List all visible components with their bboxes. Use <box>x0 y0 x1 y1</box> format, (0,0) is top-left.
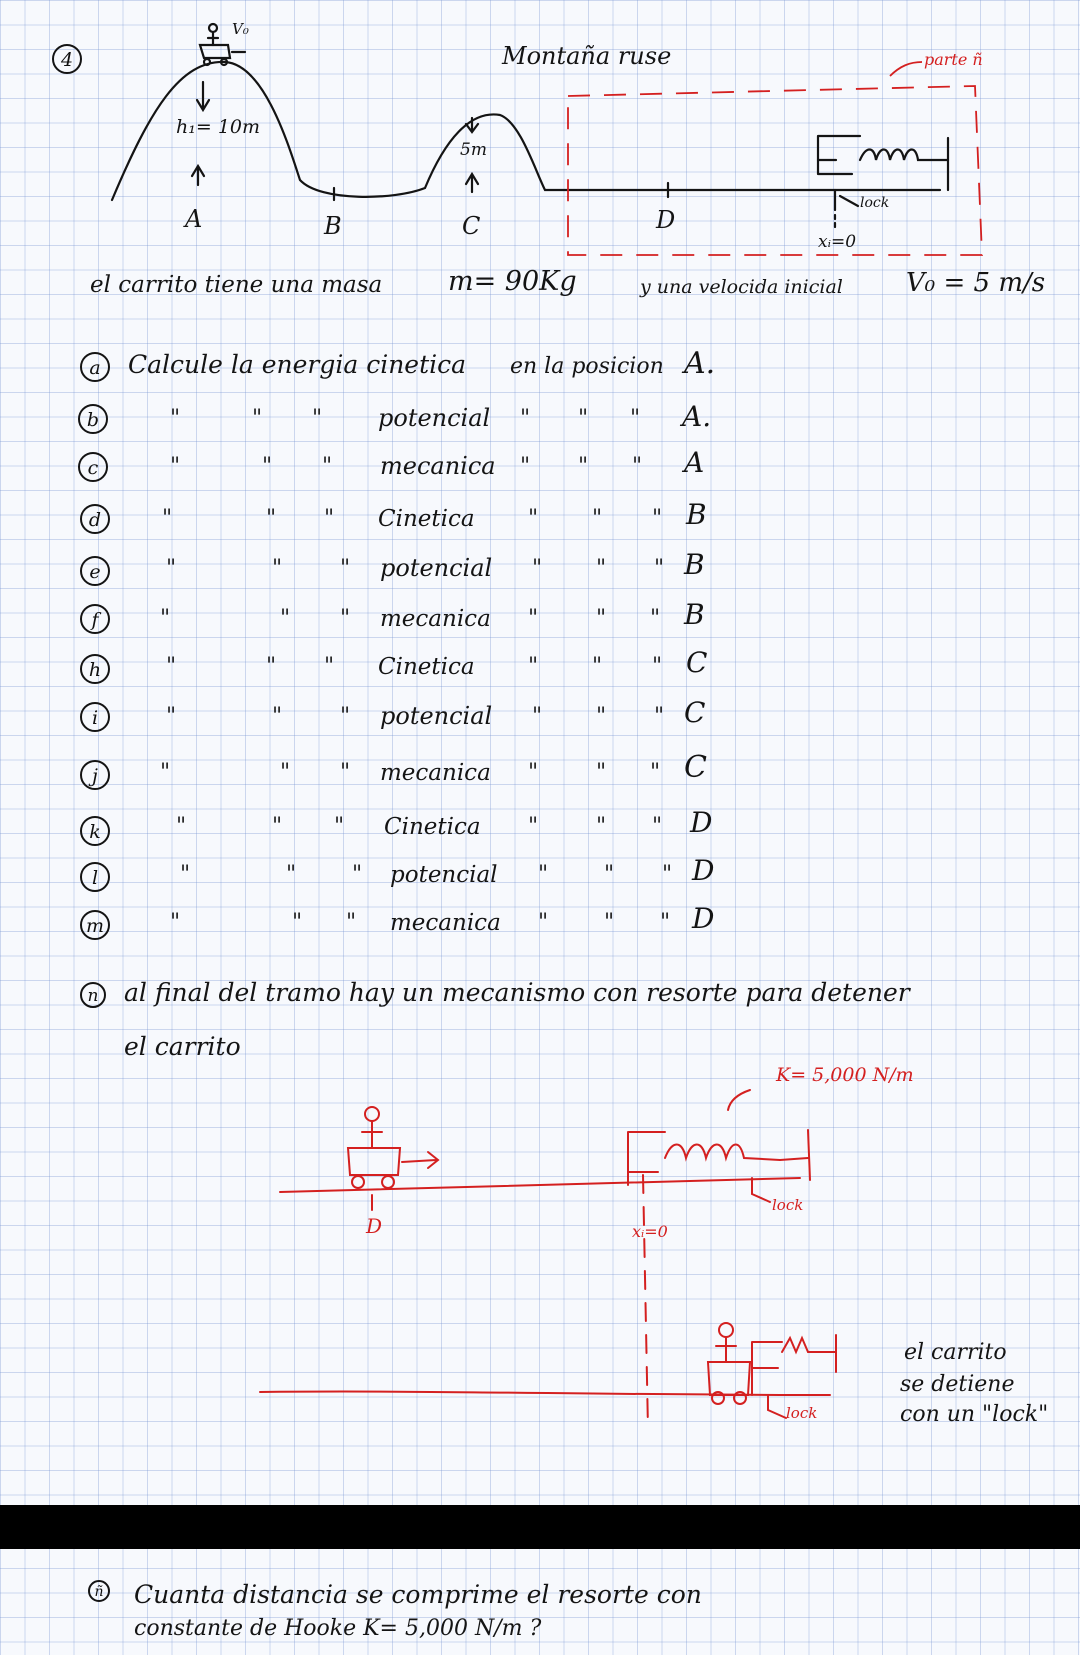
ditto-mark: " <box>596 704 607 729</box>
ditto-mark: " <box>592 654 603 679</box>
question-a-text: Calcule la energia cinetica <box>128 350 467 379</box>
ditto-mark: " <box>170 454 181 479</box>
question-b-position: A. <box>682 400 712 433</box>
ditto-mark: " <box>528 606 539 631</box>
question-letter-d: d <box>80 504 110 534</box>
question-b-text: potencial <box>378 404 491 432</box>
ditto-mark: " <box>654 556 665 581</box>
ditto-mark: " <box>160 606 171 631</box>
question-c-text: mecanica <box>380 452 496 480</box>
note-line-3: con un "lock" <box>900 1402 1049 1427</box>
question-h-text: Cinetica <box>378 654 475 680</box>
ditto-mark: " <box>324 506 335 531</box>
question-d-text: Cinetica <box>378 506 475 532</box>
ditto-mark: " <box>520 454 531 479</box>
height-a-label: h₁= 10m <box>176 116 261 138</box>
question-letter-f: f <box>80 604 110 634</box>
ditto-mark: " <box>650 606 661 631</box>
ditto-mark: " <box>160 760 171 785</box>
ditto-mark: " <box>596 606 607 631</box>
part-n-line2: el carrito <box>124 1032 241 1061</box>
ditto-mark: " <box>632 454 643 479</box>
ditto-mark: " <box>538 862 549 887</box>
question-letter-j: j <box>80 760 110 790</box>
mass-value: m= 90Kg <box>448 266 577 297</box>
question-letter-m: m <box>80 910 110 940</box>
question-e-text: potencial <box>380 554 493 582</box>
question-letter-b: b <box>78 404 108 434</box>
ditto-mark: " <box>166 556 177 581</box>
ditto-mark: " <box>166 654 177 679</box>
question-m-text: mecanica <box>390 910 501 936</box>
ditto-mark: " <box>334 814 345 839</box>
statement-text: el carrito tiene una masa <box>90 272 383 298</box>
ditto-mark: " <box>654 704 665 729</box>
ditto-mark: " <box>528 654 539 679</box>
question-i-text: potencial <box>380 702 493 730</box>
ditto-mark: " <box>528 760 539 785</box>
part-o-letter: ñ <box>88 1580 110 1602</box>
part-n-line1: al final del tramo hay un mecanismo con resorte para detener <box>124 978 910 1007</box>
ditto-mark: " <box>262 454 273 479</box>
question-letter-a: a <box>80 352 110 382</box>
ditto-mark: " <box>596 760 607 785</box>
ditto-mark: " <box>604 862 615 887</box>
question-k-text: Cinetica <box>384 814 481 840</box>
height-c-label: 5m <box>460 140 487 160</box>
ditto-mark: " <box>630 406 641 431</box>
ditto-mark: " <box>324 654 335 679</box>
ditto-mark: " <box>340 606 351 631</box>
question-m-position: D <box>692 902 715 935</box>
ditto-mark: " <box>340 760 351 785</box>
separator-band <box>0 1505 1080 1549</box>
ditto-mark: " <box>596 814 607 839</box>
ditto-mark: " <box>662 862 673 887</box>
ditto-mark: " <box>532 556 543 581</box>
question-letter-k: k <box>80 816 110 846</box>
ditto-mark: " <box>660 910 671 935</box>
ditto-mark: " <box>180 862 191 887</box>
initial-velocity: V₀ = 5 m/s <box>906 268 1046 298</box>
ditto-mark: " <box>266 506 277 531</box>
ditto-mark: " <box>528 814 539 839</box>
part-o-line2: constante de Hooke K= 5,000 N/m ? <box>134 1616 542 1641</box>
ditto-mark: " <box>170 910 181 935</box>
ditto-mark: " <box>266 654 277 679</box>
ditto-mark: " <box>340 556 351 581</box>
xi-label-red: xᵢ=0 <box>632 1222 668 1241</box>
question-l-position: D <box>692 854 715 887</box>
lock-label-top: lock <box>860 195 890 211</box>
question-j-text: mecanica <box>380 760 491 786</box>
question-i-position: C <box>684 696 706 729</box>
question-d-position: B <box>686 498 707 531</box>
ditto-mark: " <box>652 506 663 531</box>
ditto-mark: " <box>578 454 589 479</box>
ditto-mark: " <box>322 454 333 479</box>
note-line-1: el carrito <box>904 1340 1007 1365</box>
ditto-mark: " <box>286 862 297 887</box>
part-n-letter: n <box>80 982 106 1008</box>
ditto-mark: " <box>652 654 663 679</box>
xi-label-top: xᵢ=0 <box>818 232 857 252</box>
question-letter-h: h <box>80 654 110 684</box>
question-j-position: C <box>684 750 707 785</box>
ditto-mark: " <box>578 406 589 431</box>
ditto-mark: " <box>272 814 283 839</box>
ditto-mark: " <box>312 406 323 431</box>
question-a-position-text: en la posicion <box>510 354 664 379</box>
ditto-mark: " <box>292 910 303 935</box>
ditto-mark: " <box>280 606 291 631</box>
ditto-mark: " <box>346 910 357 935</box>
ditto-mark: " <box>352 862 363 887</box>
ditto-mark: " <box>596 556 607 581</box>
ditto-mark: " <box>528 506 539 531</box>
question-letter-i: i <box>80 702 110 732</box>
question-e-position: B <box>684 548 705 581</box>
ditto-mark: " <box>176 814 187 839</box>
question-l-text: potencial <box>390 862 498 888</box>
ditto-mark: " <box>650 760 661 785</box>
v0-top-label: V₀ <box>232 20 249 38</box>
question-letter-l: l <box>80 862 110 892</box>
question-letter-c: c <box>78 452 108 482</box>
point-c-label: C <box>462 212 481 240</box>
point-d-red-label: D <box>366 1214 383 1238</box>
diagram-title: Montaña ruse <box>502 42 672 70</box>
question-c-position: A <box>684 446 705 479</box>
ditto-mark: " <box>604 910 615 935</box>
question-h-position: C <box>686 646 708 679</box>
ditto-mark: " <box>592 506 603 531</box>
lock-label-red: lock <box>772 1196 804 1214</box>
ditto-mark: " <box>520 406 531 431</box>
statement-text-2: y una velocida inicial <box>640 276 843 298</box>
problem-number: 4 <box>52 44 82 74</box>
parte-label: parte ñ <box>924 50 983 69</box>
ditto-mark: " <box>166 704 177 729</box>
lock-label-red-lower: lock <box>786 1404 818 1422</box>
ditto-mark: " <box>538 910 549 935</box>
part-o-line1: Cuanta distancia se comprime el resorte con <box>134 1580 702 1609</box>
ditto-mark: " <box>652 814 663 839</box>
ditto-mark: " <box>170 406 181 431</box>
point-d-label: D <box>656 206 676 234</box>
ditto-mark: " <box>340 704 351 729</box>
ditto-mark: " <box>272 704 283 729</box>
point-b-label: B <box>324 212 342 240</box>
point-a-label: A <box>185 205 203 233</box>
ditto-mark: " <box>280 760 291 785</box>
question-f-text: mecanica <box>380 606 491 632</box>
question-k-position: D <box>690 806 713 839</box>
ditto-mark: " <box>252 406 263 431</box>
question-letter-e: e <box>80 556 110 586</box>
question-a-position: A. <box>684 346 716 381</box>
ditto-mark: " <box>162 506 173 531</box>
ditto-mark: " <box>532 704 543 729</box>
ditto-mark: " <box>272 556 283 581</box>
question-f-position: B <box>684 598 705 631</box>
note-line-2: se detiene <box>900 1372 1015 1397</box>
spring-constant-label: K= 5,000 N/m <box>776 1064 914 1086</box>
